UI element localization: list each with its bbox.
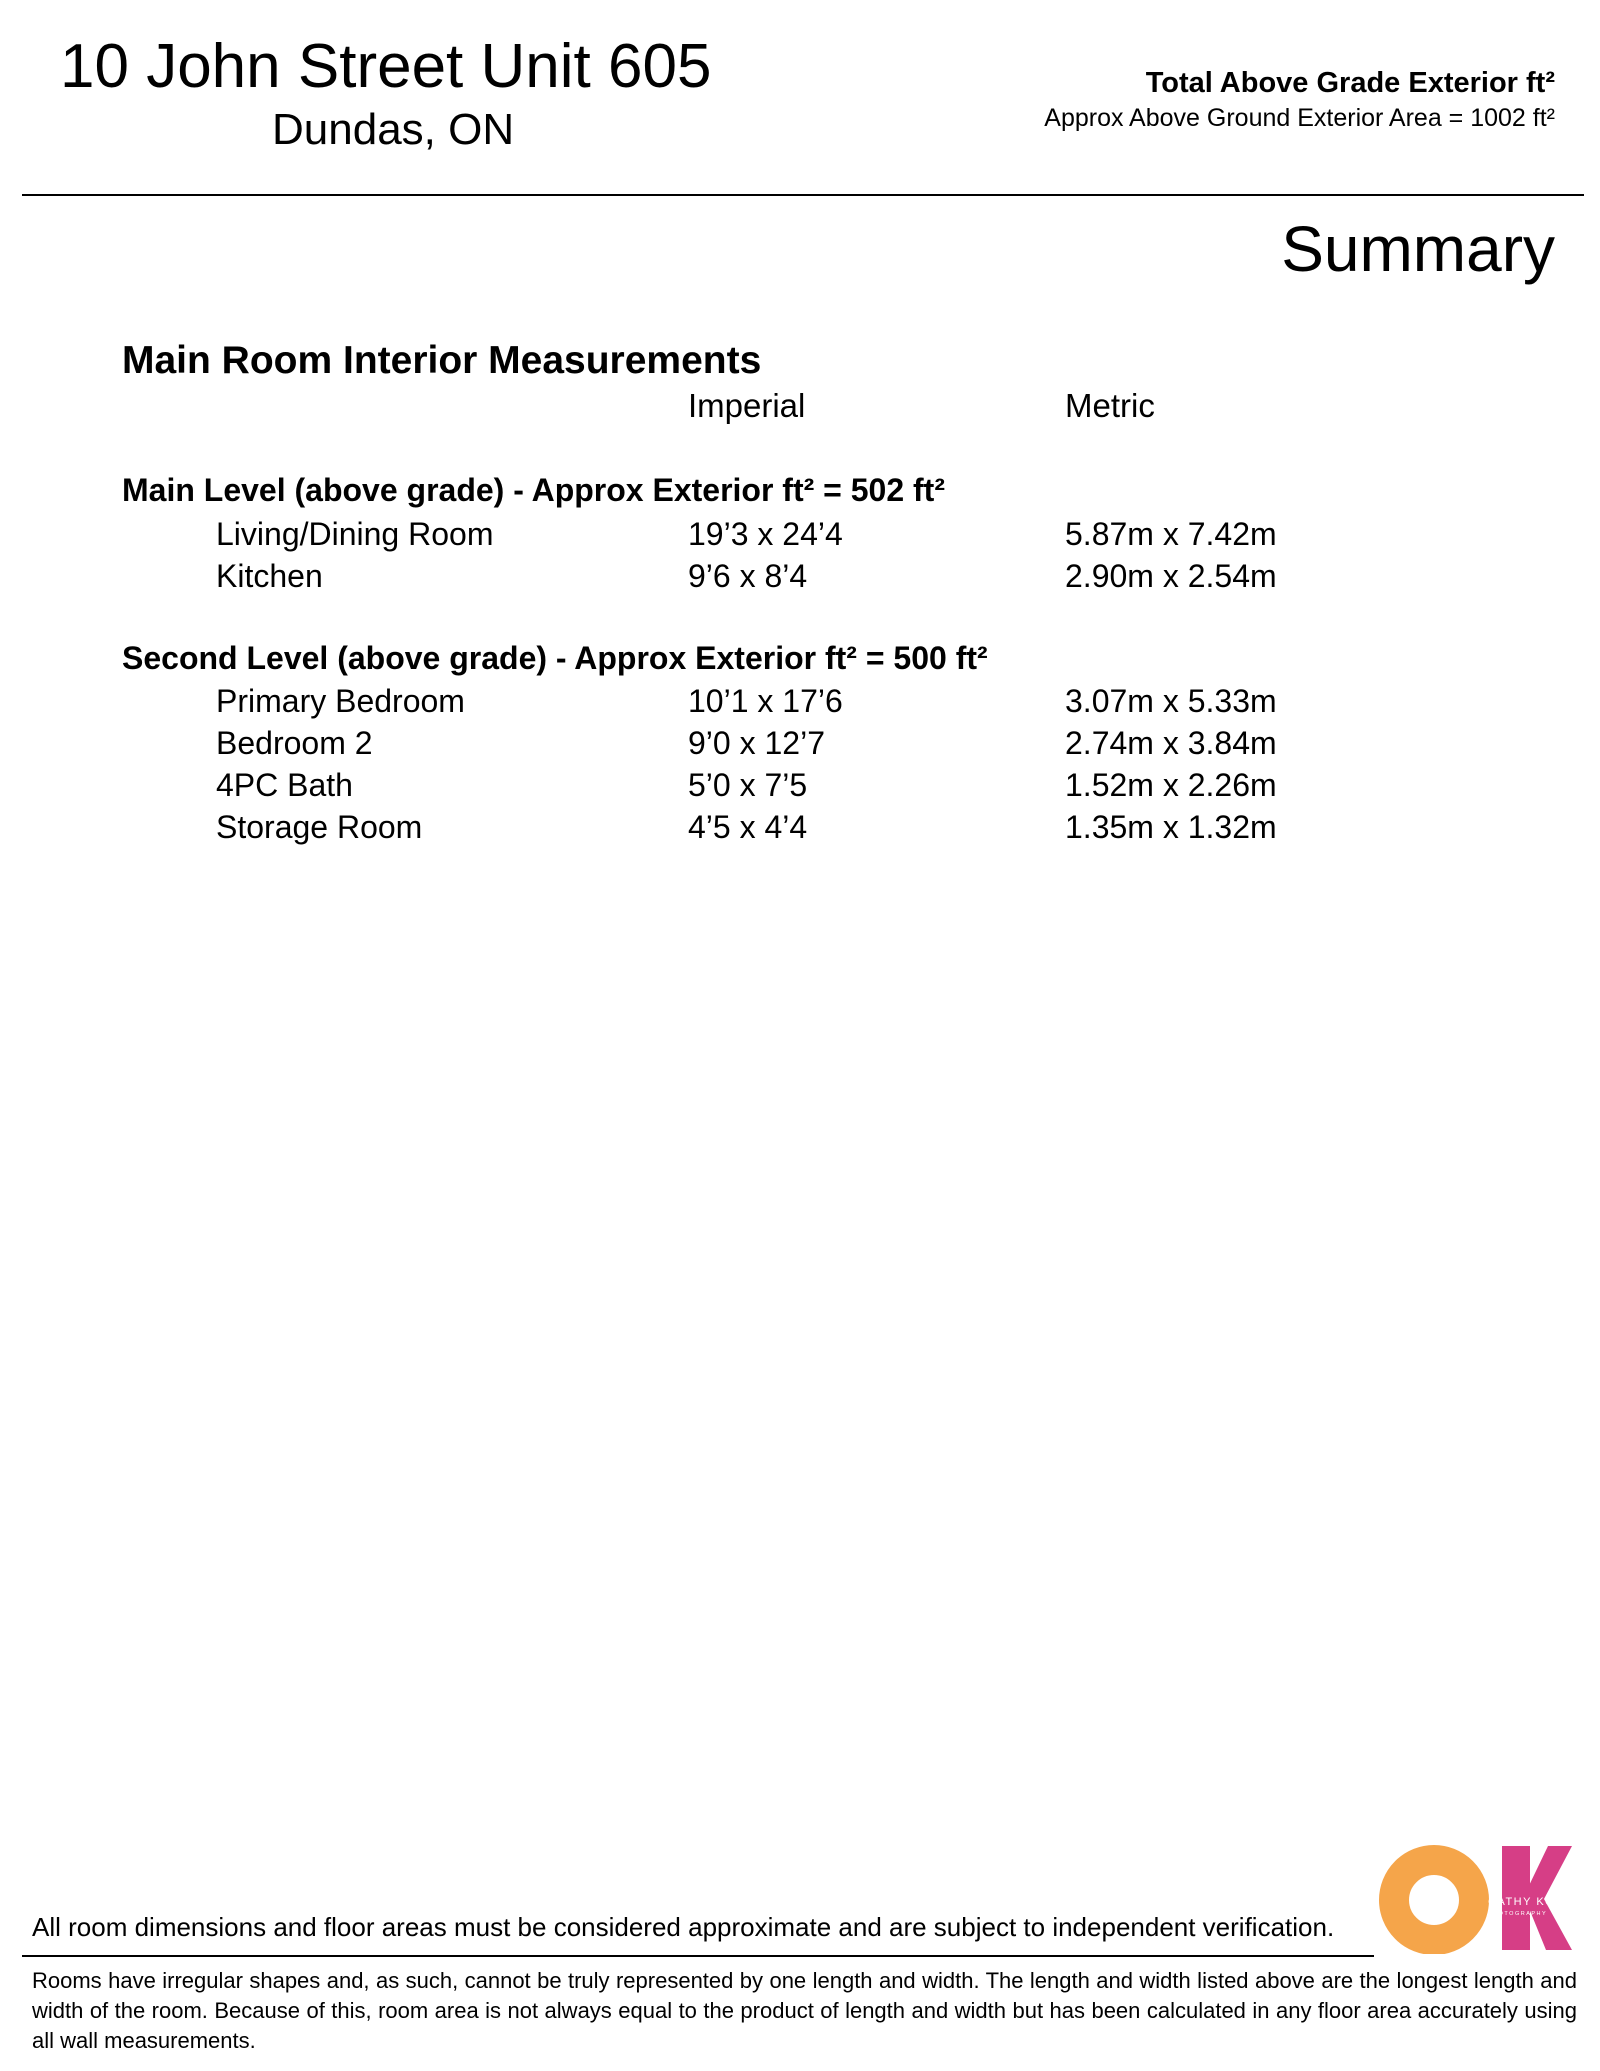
column-header-imperial: Imperial — [688, 387, 806, 424]
room-name: Bedroom 2 — [216, 725, 373, 761]
cathy-koop-logo — [1374, 1844, 1574, 1954]
room-imperial: 5’0 x 7’5 — [688, 767, 808, 803]
room-metric: 1.52m x 2.26m — [1065, 767, 1277, 803]
room-metric: 2.74m x 3.84m — [1065, 725, 1277, 761]
section-title: Main Room Interior Measurements — [122, 339, 762, 382]
room-imperial: 10’1 x 17’6 — [688, 683, 843, 719]
room-metric: 2.90m x 2.54m — [1065, 558, 1277, 594]
table-row — [0, 722, 1600, 764]
address-line-1: 10 John Street Unit 605 — [60, 32, 712, 101]
room-metric: 1.35m x 1.32m — [1065, 809, 1277, 845]
address-line-2: Dundas, ON — [272, 105, 515, 154]
level-heading-main: Main Level (above grade) - Approx Exterior ft² = 502 ft² — [122, 472, 945, 508]
logo-name-text: CATHY KOOP — [1488, 1896, 1574, 1908]
logo-o-ring — [1394, 1860, 1474, 1940]
table-row — [0, 513, 1600, 555]
room-imperial: 9’6 x 8’4 — [688, 558, 808, 594]
room-imperial: 4’5 x 4’4 — [688, 809, 808, 845]
logo-tagline-text: PHOTOGRAPHY — [1488, 1911, 1548, 1917]
room-metric: 5.87m x 7.42m — [1065, 516, 1277, 552]
table-row — [0, 555, 1600, 597]
level-heading-second: Second Level (above grade) - Approx Exterior ft² = 500 ft² — [122, 640, 988, 676]
room-name: Living/Dining Room — [216, 516, 494, 552]
table-row — [0, 680, 1600, 722]
room-name: Storage Room — [216, 809, 423, 845]
room-name: 4PC Bath — [216, 767, 353, 803]
room-imperial: 19’3 x 24’4 — [688, 516, 843, 552]
page-title: Summary — [1281, 213, 1555, 285]
total-area-value: Approx Above Ground Exterior Area = 1002 ft² — [1044, 104, 1555, 132]
room-name: Kitchen — [216, 558, 323, 594]
footer-divider — [22, 1955, 1374, 1957]
header-divider — [22, 194, 1584, 196]
disclaimer-text: All room dimensions and floor areas must be considered approximate and are subject to independent verification. — [32, 1912, 1335, 1942]
total-area-label: Total Above Grade Exterior ft² — [1145, 67, 1555, 99]
column-header-metric: Metric — [1065, 387, 1155, 424]
table-row — [0, 806, 1600, 848]
room-imperial: 9’0 x 12’7 — [688, 725, 825, 761]
table-row — [0, 764, 1600, 806]
footnote-text: Rooms have irregular shapes and, as such, cannot be truly represented by one length and width. The length and width listed above are the longest length and width of the room. Because of this, room area is not always equal to the product of length and width but has been calculated in any floor area accurately using all wall measurements. — [32, 1968, 1577, 2053]
room-name: Primary Bedroom — [216, 683, 465, 719]
room-metric: 3.07m x 5.33m — [1065, 683, 1277, 719]
